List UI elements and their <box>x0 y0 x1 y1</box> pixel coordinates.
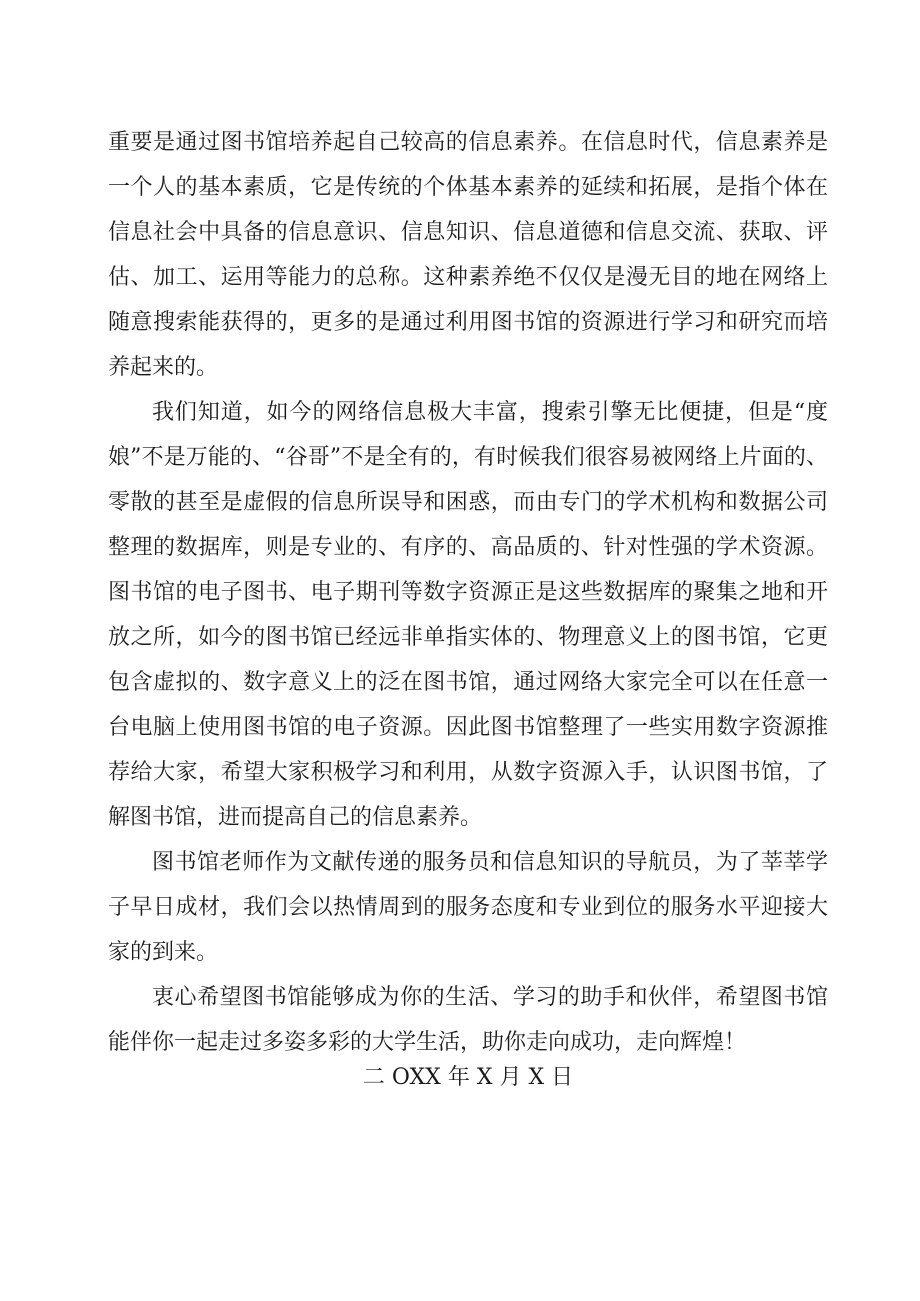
paragraph-closing-wish: 衷心希望图书馆能够成为你的生活、学习的助手和伙伴，希望图书馆能伴你一起走过多姿多彩的大学生活，助你走向成功，走向辉煌！ <box>108 985 828 1055</box>
paragraph-library-service: 图书馆老师作为文献传递的服务员和信息知识的导航员，为了莘莘学子早日成材，我们会以热情周到的服务态度和专业到位的服务水平迎接大家的到来。 <box>108 850 828 965</box>
paragraph-information-literacy: 重要是通过图书馆培养起自己较高的信息素养。在信息时代，信息素养是一个人的基本素质，它是传统的个体基本素养的延续和拓展，是指个体在信息社会中具备的信息意识、信息知识、信息道德和信息交流、获取、评估、加工、运用等能力的总称。这种素养绝不仅仅是漫无目的地在网络上随意搜索能获得的，更多的是通过利用图书馆的资源进行学习和研究而培养起来的。 <box>108 130 828 380</box>
paragraph-digital-resources: 我们知道，如今的网络信息极大丰富，搜索引擎无比便捷，但是“度娘”不是万能的、“谷哥”不是全有的，有时候我们很容易被网络上片面的、零散的甚至是虚假的信息所误导和困惑，而由专门的学术机构和数据公司整理的数据库，则是专业的、有序的、高品质的、针对性强的学术资源。图书馆的电子图书、电子期刊等数字资源正是这些数据库的聚集之地和开放之所，如今的图书馆已经远非单指实体的、物理意义上的图书馆，它更包含虚拟的、数字意义上的泛在图书馆，通过网络大家完全可以在任意一台电脑上使用图书馆的电子资源。因此图书馆整理了一些实用数字资源推荐给大家，希望大家积极学习和利用，从数字资源入手，认识图书馆，了解图书馆，进而提高自己的信息素养。 <box>108 400 828 830</box>
document-body <box>108 120 828 1097</box>
document-date: 二 OXX 年 X 月 X 日 <box>362 1065 574 1090</box>
